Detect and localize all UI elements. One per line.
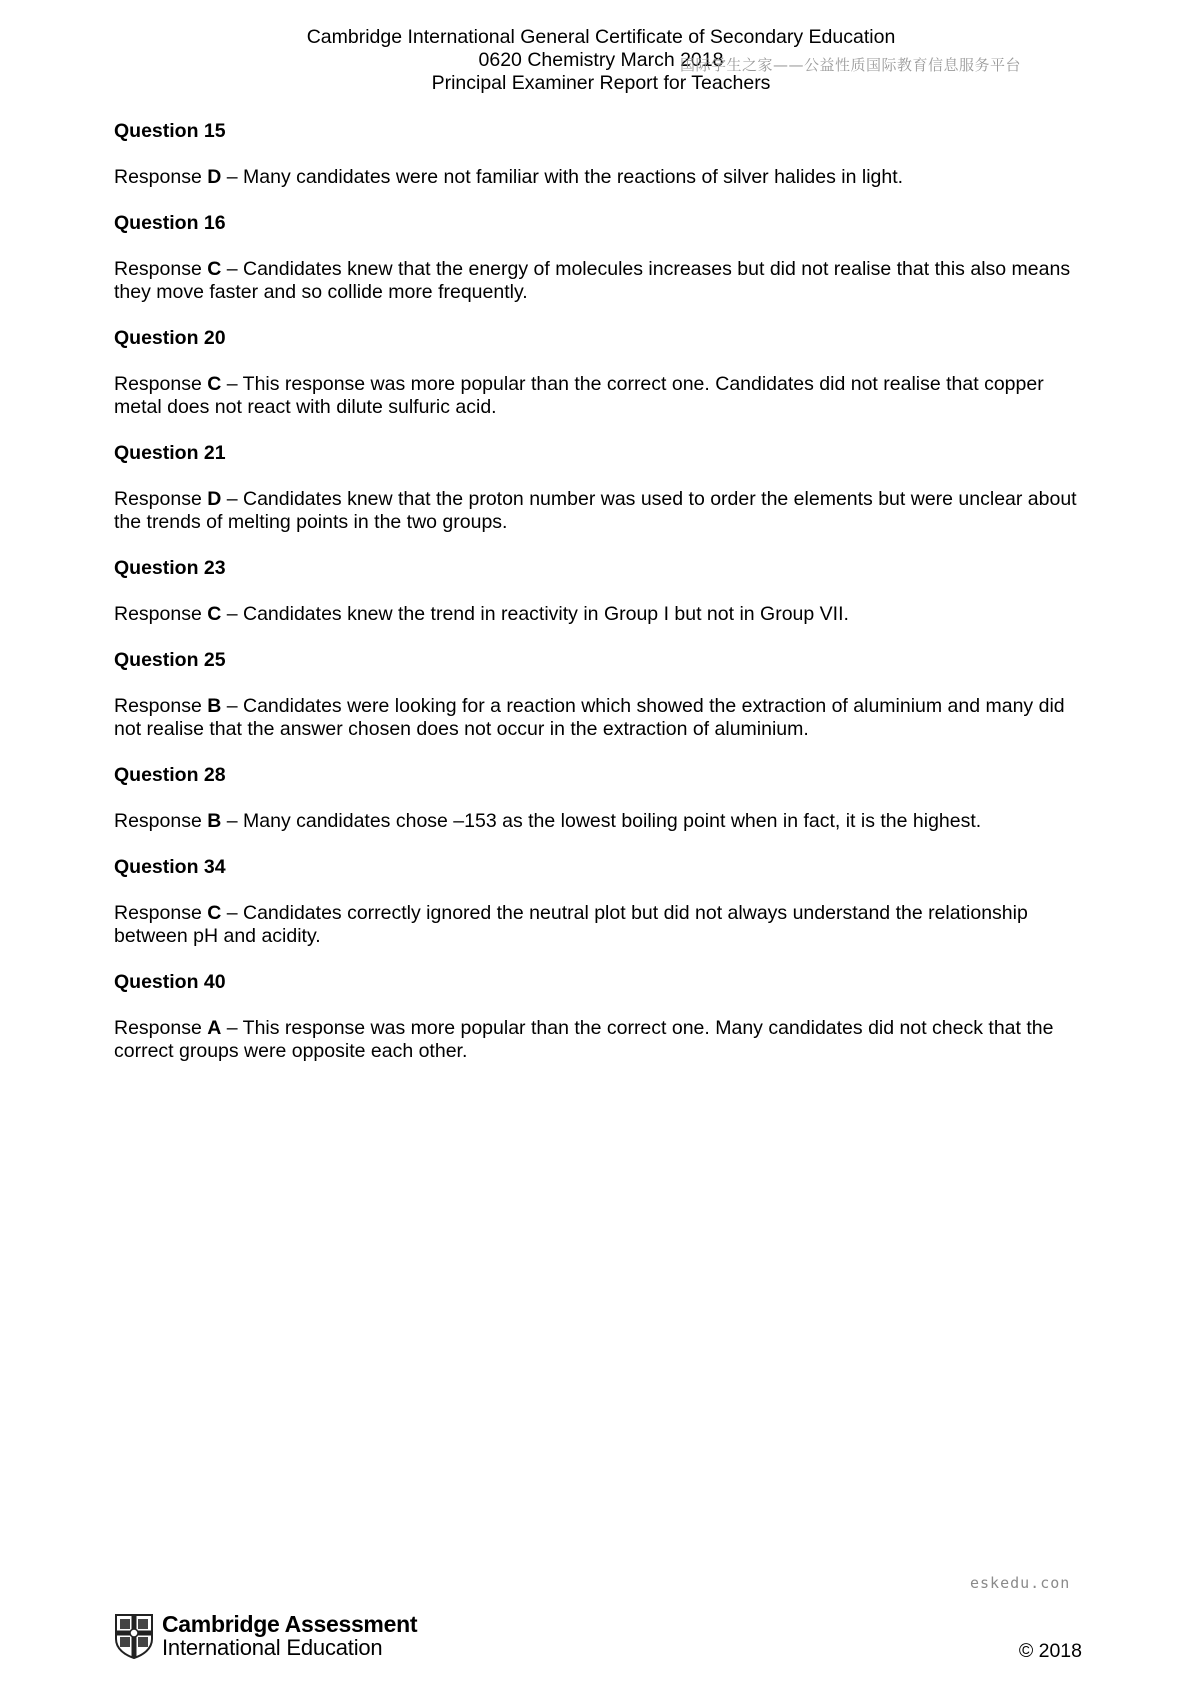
question-title: Question 34 xyxy=(114,856,226,878)
response-text: Response B – Many candidates chose –153 as the lowest boiling point when in fact, it is the highest. xyxy=(114,810,982,832)
header-line-3: Principal Examiner Report for Teachers xyxy=(431,72,771,94)
response-letter: A xyxy=(207,1017,222,1039)
question-block xyxy=(114,764,1094,833)
question-title: Question 16 xyxy=(114,212,226,234)
report-body xyxy=(114,120,1094,1086)
copyright-notice: © 2018 xyxy=(1018,1640,1082,1662)
header-line-1: Cambridge International General Certificate of Secondary Education xyxy=(306,26,896,48)
cambridge-crest-icon xyxy=(114,1613,154,1659)
question-block xyxy=(114,212,1094,304)
question-title: Question 20 xyxy=(114,327,226,349)
response-letter: C xyxy=(207,902,222,924)
response-letter: C xyxy=(207,603,222,625)
question-block xyxy=(114,327,1094,419)
response-text: Response D – Many candidates were not familiar with the reactions of silver halides in light. xyxy=(114,166,904,188)
question-block xyxy=(114,971,1094,1063)
header-line-2: 0620 Chemistry March 2018 xyxy=(478,49,724,71)
question-block xyxy=(114,649,1094,741)
question-block xyxy=(114,557,1094,626)
response-letter: B xyxy=(207,695,222,717)
question-title: Question 40 xyxy=(114,971,226,993)
question-title: Question 25 xyxy=(114,649,226,671)
response-text: Response A – This response was more popular than the correct one. Many candidates did not check that the correct groups were opposite each other. xyxy=(114,1017,1054,1062)
response-letter: C xyxy=(207,373,222,395)
response-text: Response C – Candidates knew that the energy of molecules increases but did not realise that this also means they move faster and so collide more frequently. xyxy=(114,258,1071,303)
response-text: Response C – Candidates correctly ignored the neutral plot but did not always understand the relationship between pH and acidity. xyxy=(114,902,1028,947)
logo-subtitle: International Education xyxy=(162,1635,383,1660)
response-letter: D xyxy=(207,166,222,188)
response-text: Response C – Candidates knew the trend in reactivity in Group I but not in Group VII. xyxy=(114,603,849,625)
response-text: Response D – Candidates knew that the proton number was used to order the elements but were unclear about the trends of melting points in the two groups. xyxy=(114,488,1077,533)
question-title: Question 23 xyxy=(114,557,226,579)
response-letter: B xyxy=(207,810,222,832)
watermark: 国际学生之家——公益性质国际教育信息服务平台 xyxy=(680,56,1022,74)
question-title: Question 28 xyxy=(114,764,226,786)
response-letter: D xyxy=(207,488,222,510)
question-title: Question 21 xyxy=(114,442,226,464)
response-text: Response C – This response was more popular than the correct one. Candidates did not realise that copper metal does not react with dilute sulfuric acid. xyxy=(114,373,1044,418)
footer-site-text: eskedu.con xyxy=(970,1574,1071,1592)
response-text: Response B – Candidates were looking for a reaction which showed the extraction of aluminium and many did not realise that the answer chosen does not occur in the extraction of aluminium. xyxy=(114,695,1065,740)
cambridge-logo xyxy=(114,1612,417,1660)
question-block xyxy=(114,120,1094,189)
question-title: Question 15 xyxy=(114,120,226,142)
response-letter: C xyxy=(207,258,222,280)
logo-title: Cambridge Assessment xyxy=(162,1611,418,1637)
question-block xyxy=(114,856,1094,948)
question-block xyxy=(114,442,1094,534)
